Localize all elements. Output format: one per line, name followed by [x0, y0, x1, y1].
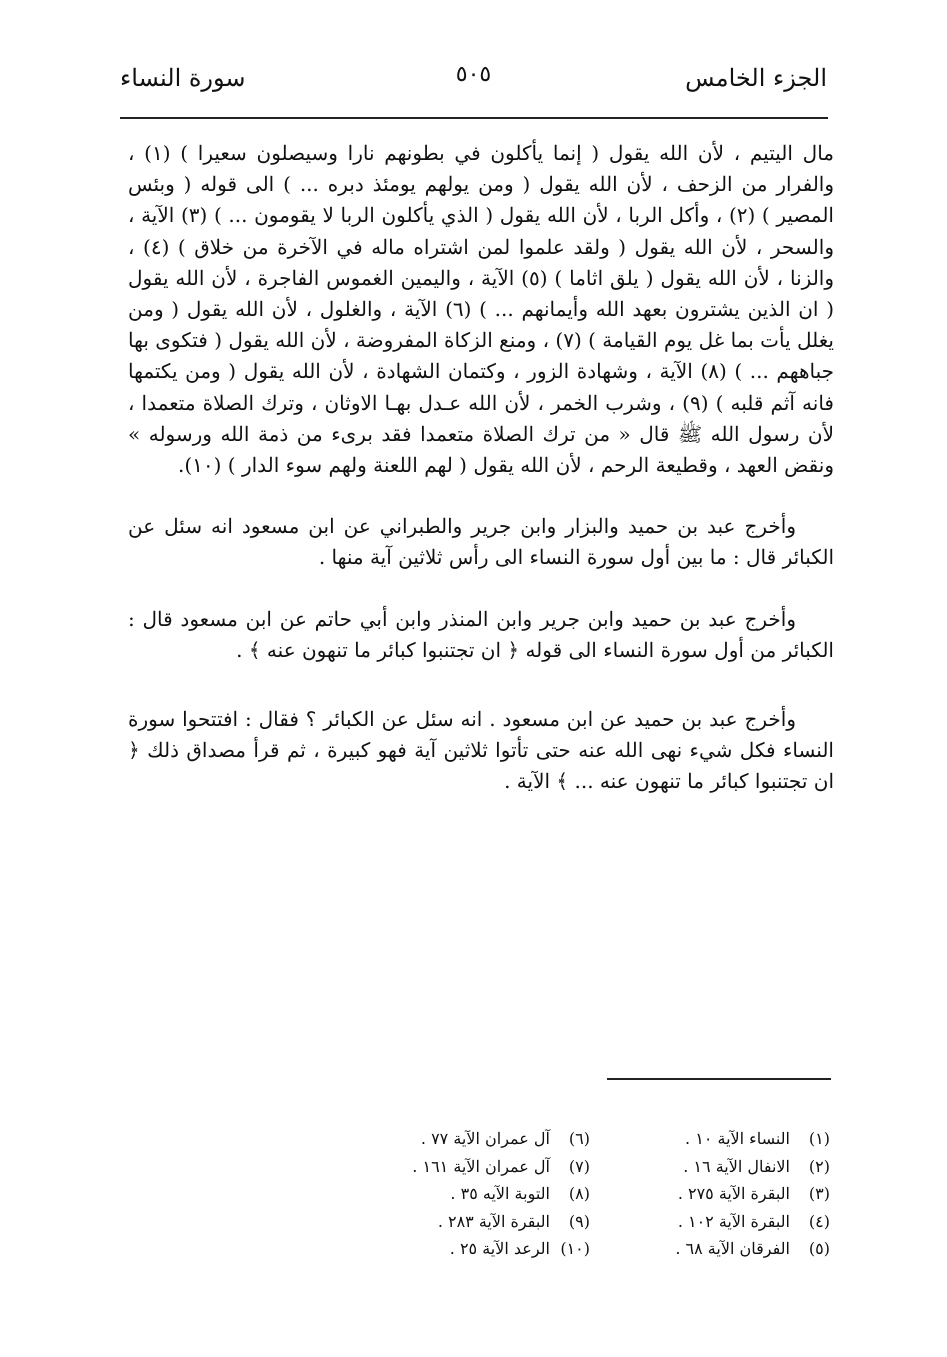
footnote-item: (٩)البقرة الآية ٢٨٣ . [437, 1211, 590, 1231]
header-divider [120, 117, 828, 119]
header-surah-title: سورة النساء [120, 64, 246, 92]
paragraph-4: وأخرج عبد بن حميد عن ابن مسعود . انه سئل عن الكبائر ؟ فقال : افتتحوا سورة النساء فكل شيء نهى الله عنه حتى تأتوا ثلاثين آية فهو كبيرة ، ثم قرأ مصداق ذلك ﴿ ان تجتنبوا كبائر ما تنهون عنه ... ﴾ الآية . [128, 707, 834, 794]
footnotes [380, 1125, 830, 1263]
footnote-column-left [380, 1125, 590, 1263]
paragraph-1: مال اليتيم ، لأن الله يقول ( إنما يأكلون في بطونهم نارا وسيصلون سعيرا ) (١) ، والفرار من الزحف ، لأن الله يقول ( ومن يولهم يومئذ دبره ... ) الى قوله ( وبئس المصير ) (٢) ، وأكل الربا ، لأن الله يقول ( الذي يأكلون الربا لا يقومون ... ) (٣) الآية ، والسحر ، لأن الله يقول ( ولقد علموا لمن اشتراه ماله في الآخرة من خلاق ) (٤) ، والزنا ، لأن الله يقول ( يلق اثاما ) (٥) الآية ، واليمين الغموس الفاجرة ، لأن الله يقول ( ان الذين يشترون بعهد الله وأيمانهم ... ) (٦) الآية ، والغلول ، لأن الله يقول ( ومن يغلل يأت بما غل يوم القيامة ) (٧) ، ومنع الزكاة المفروضة ، لأن الله يقول ( فتكوى بها جباههم ... ) (٨) الآية ، وشهادة الزور ، وكتمان الشهادة ، لأن الله يقول ( ومن يكتمها فانه آثم قلبه ) (٩) ، وشرب الخمر ، لأن الله عـدل بهـا الاوثان ، وترك الصلاة متعمدا ، لأن رسول الله ﷺ قال « من ترك الصلاة متعمدا فقد برىء من ذمة الله ورسوله » ونقض العهد ، وقطيعة الرحم ، لأن الله يقول ( لهم اللعنة ولهم سوء الدار ) (١٠). [128, 141, 835, 478]
footnote-item: (٥)الفرقان الآية ٦٨ . [675, 1239, 830, 1258]
paragraph-2: وأخرج عبد بن حميد والبزار وابن جرير والطبراني عن ابن مسعود انه سئل عن الكبائر قال : ما بين أول سورة النساء الى رأس ثلاثين آية منها . [128, 514, 834, 570]
running-header [120, 58, 827, 98]
paragraph-3: وأخرج عبد بن حميد وابن جرير وابن المنذر وابن أبي حاتم عن ابن مسعود قال : الكبائر من أول سورة النساء الى قوله ﴿ ان تجتنبوا كبائر ما تنهون عنه ﴾ . [128, 606, 834, 662]
footnote-divider [607, 1078, 831, 1080]
footnote-item: (١)النساء الآية ١٠ . [685, 1129, 830, 1148]
footnote-item: (٨)التوبة الآيه ٣٥ . [450, 1184, 590, 1203]
footnote-item: (٤)البقرة الآية ١٠٢ . [677, 1211, 830, 1231]
header-part-title: الجزء الخامس [685, 64, 827, 92]
footnote-item: (٢)الانفال الآية ١٦ . [683, 1156, 830, 1176]
footnote-item: (٦)آل عمران الآية ٧٧ . [420, 1129, 590, 1148]
footnote-item: (٧)آل عمران الآية ١٦١ . [412, 1156, 590, 1176]
page-number: ٥٠٥ [455, 62, 492, 87]
main-text [128, 138, 834, 798]
footnote-column-right [655, 1125, 830, 1263]
footnote-item: (٣)البقرة الآية ٢٧٥ . [677, 1184, 830, 1203]
footnote-item: (١٠)الرعد الآية ٢٥ . [449, 1239, 590, 1258]
